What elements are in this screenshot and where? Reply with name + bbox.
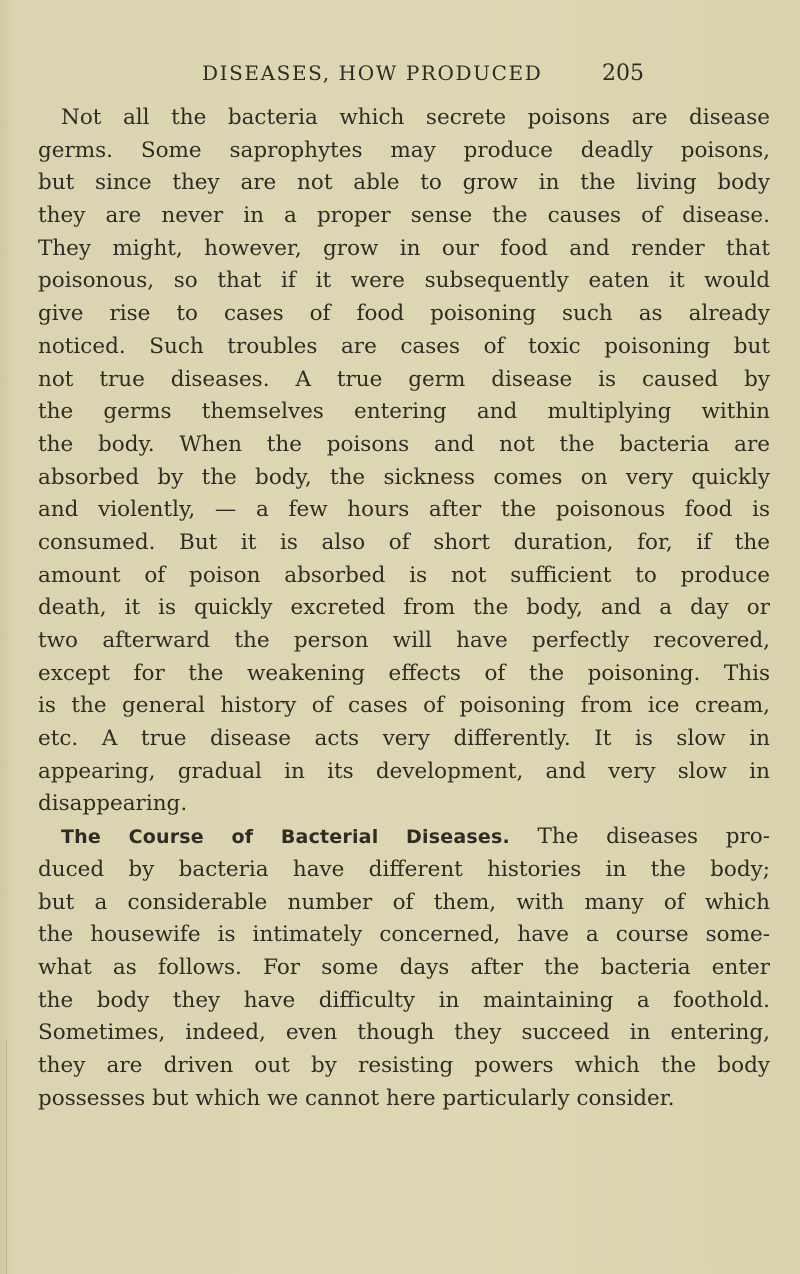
text-line: is the general history of cases of poisoning from ice cream,	[38, 693, 770, 719]
paragraph-food-poisoning	[38, 102, 770, 821]
text-fragment: The diseases pro-	[537, 824, 770, 850]
text-line: germs. Some saprophytes may produce deadly poisons,	[38, 137, 770, 163]
text-line: appearing, gradual in its development, and very slow in	[38, 758, 770, 784]
text-line: possesses but which we cannot here particularly consider.	[38, 1085, 675, 1111]
page-edge-shadow	[6, 1040, 7, 1274]
text-line: duced by bacteria have different histories in the body;	[38, 856, 770, 882]
text-line: poisonous, so that if it were subsequently eaten it would	[38, 268, 770, 294]
text-line: amount of poison absorbed is not sufficient to produce	[38, 562, 770, 588]
text-line: the body they have difficulty in maintaining a foothold.	[38, 987, 770, 1013]
text-line: consumed. But it is also of short duration, for, if the	[38, 529, 770, 555]
text-line: and violently, — a few hours after the poisonous food is	[38, 497, 770, 523]
text-line: absorbed by the body, the sickness comes on very quickly	[38, 464, 770, 490]
running-title: DISEASES, HOW PRODUCED	[202, 61, 543, 85]
text-line: the housewife is intimately concerned, have a course some-	[38, 922, 770, 948]
text-line: the germs themselves entering and multiplying within	[38, 399, 770, 425]
text-line: give rise to cases of food poisoning such as already	[38, 301, 770, 327]
text-line: Not all the bacteria which secrete poisons are disease	[61, 105, 770, 130]
text-line: the body. When the poisons and not the bacteria are	[38, 431, 770, 457]
body-text	[38, 102, 770, 1115]
running-head	[0, 53, 800, 93]
text-line: not true diseases. A true germ disease is caused by	[38, 366, 770, 392]
text-line: two afterward the person will have perfectly recovered,	[38, 628, 770, 653]
text-line: they are never in a proper sense the causes of disease.	[38, 203, 770, 229]
text-line: They might, however, grow in our food and render that	[38, 235, 770, 261]
text-line: disappearing.	[38, 791, 188, 817]
text-line: death, it is quickly excreted from the body, and a day or	[38, 595, 770, 621]
page-number: 205	[602, 61, 644, 86]
text-line: but a considerable number of them, with many of which	[38, 889, 770, 915]
text-line: etc. A true disease acts very differently. It is slow in	[38, 726, 770, 752]
paragraph-course-of-diseases	[38, 821, 770, 1115]
section-heading: The Course of Bacterial Diseases.	[61, 826, 510, 849]
text-line: they are driven out by resisting powers which the body	[38, 1052, 770, 1078]
text-line: what as follows. For some days after the bacteria enter	[38, 954, 770, 980]
text-line: except for the weakening effects of the poisoning. This	[38, 660, 770, 686]
text-line: but since they are not able to grow in the living body	[38, 170, 770, 196]
text-line: Sometimes, indeed, even though they succeed in entering,	[38, 1020, 770, 1046]
text-line-with-heading	[38, 821, 770, 854]
text-line: noticed. Such troubles are cases of toxic poisoning but	[38, 333, 770, 359]
